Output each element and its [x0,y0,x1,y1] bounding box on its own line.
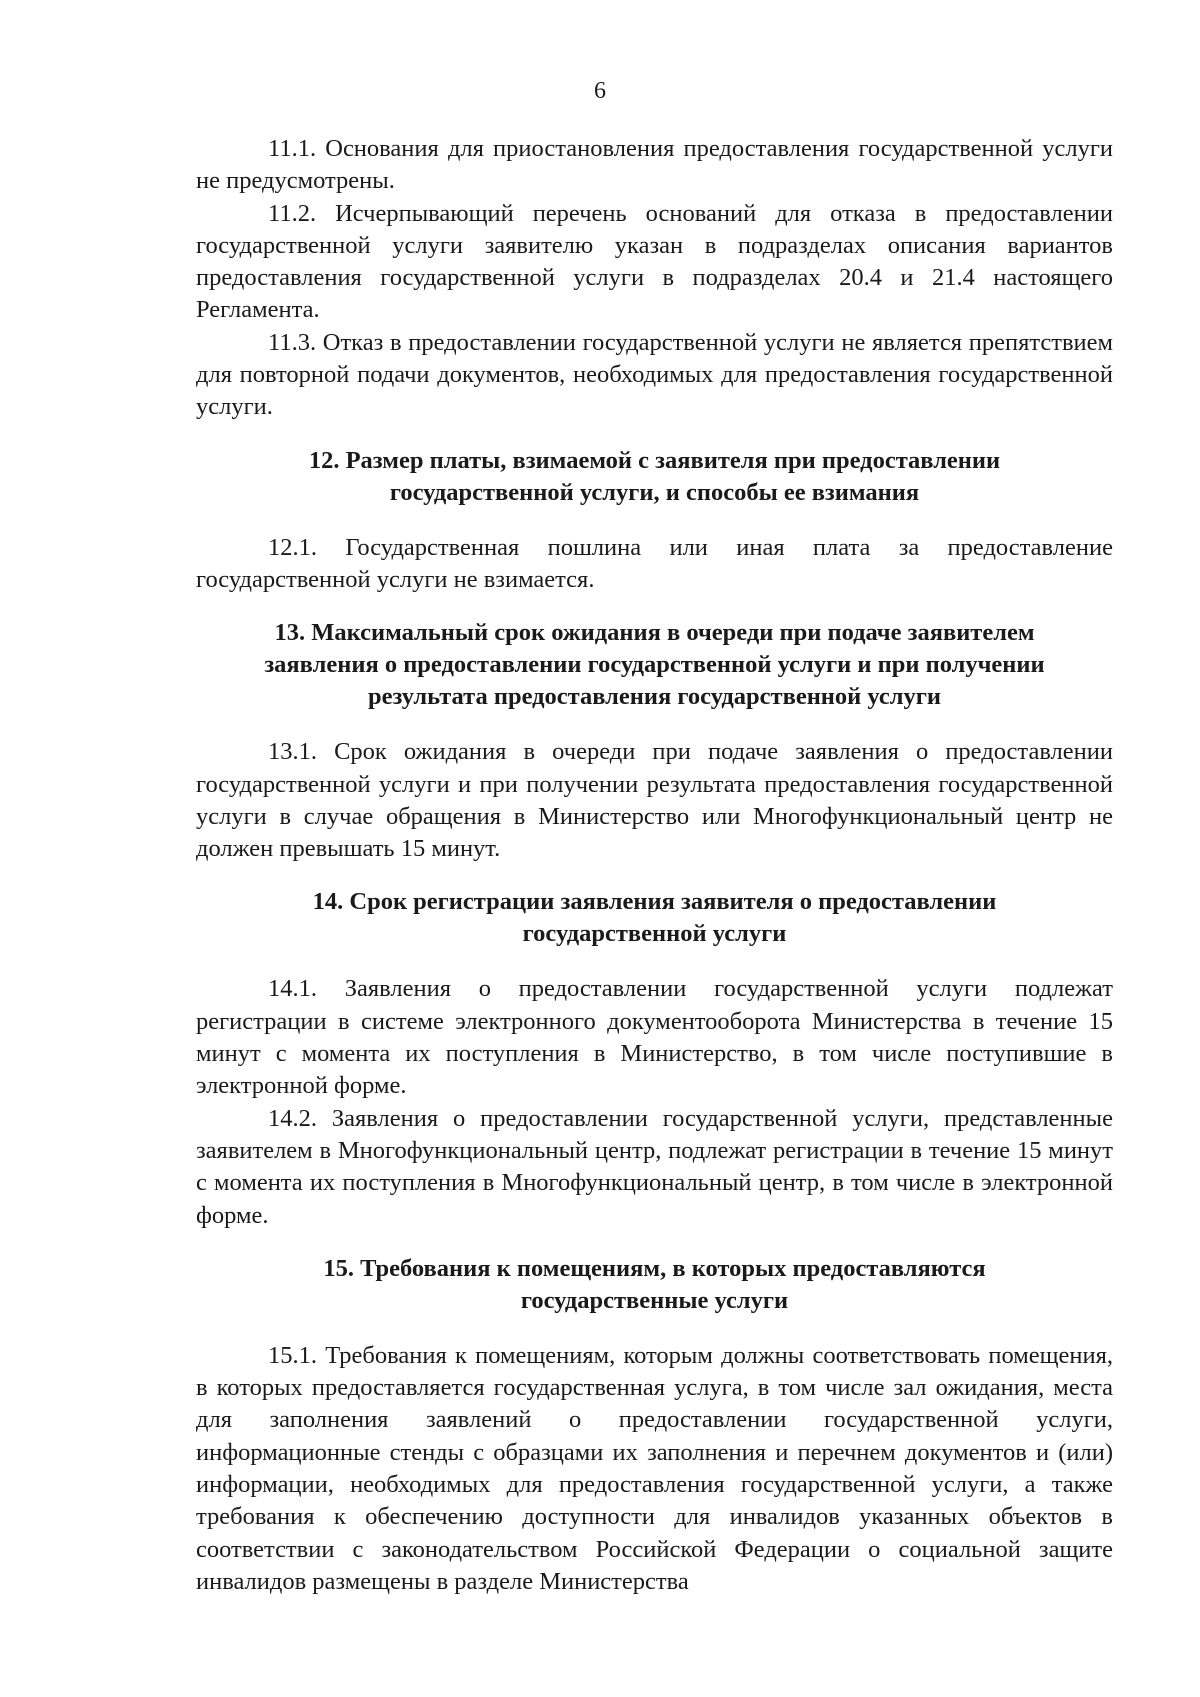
paragraph-11-3: 11.3. Отказ в предоставлении государственной услуги не является препятствием для повторной подачи документов, необходимых для предоставления государственной услуги. [196,328,1113,421]
paragraph-11-1: 11.1. Основания для приостановления предоставления государственной услуги не предусмотрены. [196,135,1113,195]
heading-line: результата предоставления государственной услуги [367,683,942,711]
paragraph-14-2: 14.2. Заявления о предоставлении государственной услуги, представленные заявителем в Многофункциональный центр, подлежат регистрации в течение 15 минут с момента их поступления в Многофункциональный центр, в том числе в электронной форме. [196,1104,1113,1229]
paragraph-15-1: 15.1. Требования к помещениям, которым должны соответствовать помещения, в которых предоставляется государственная услуга, в том числе зал ожидания, места для заполнения заявлений о предоставлении государственной услуги, информационные стенды с образцами их заполнения и перечнем документов и (или) информации, необходимых для предоставления государственной услуги, а также требования к обеспечению доступности для инвалидов указанных объектов в соответствии с законодательством Российской Федерации о социальной защите инвалидов размещены в разделе Министерства [196,1341,1113,1595]
paragraph-11-2: 11.2. Исчерпывающий перечень оснований для отказа в предоставлении государственной услуги заявителю указан в подразделах описания вариантов предоставления государственной услуги в подразделах 20.4 и 21.4 настоящего Регламента. [196,199,1113,324]
section-heading-15 [196,1253,1113,1317]
document-body [196,133,1113,1598]
section-heading-12 [196,445,1113,509]
paragraph-12-1: 12.1. Государственная пошлина или иная плата за предоставление государственной услуги не взимается. [196,533,1113,593]
paragraph-13-1: 13.1. Срок ожидания в очереди при подаче заявления о предоставлении государственной услуги и при получении результата предоставления государственной услуги в случае обращения в Министерство или Многофункциональный центр не должен превышать 15 минут. [196,738,1113,863]
heading-line: 14. Срок регистрации заявления заявителя о предоставлении [312,888,997,916]
heading-line: государственной услуги, и способы ее взимания [389,478,920,506]
heading-line: государственной услуги [522,920,787,948]
heading-line: 12. Размер платы, взимаемой с заявителя при предоставлении [308,446,1001,474]
heading-line: 13. Максимальный срок ожидания в очереди при подаче заявителем [274,619,1035,647]
heading-line: заявления о предоставлении государственной услуги и при получении [264,651,1045,679]
page-number: 6 [594,78,606,104]
section-heading-13 [196,617,1113,713]
heading-line: государственные услуги [520,1286,789,1314]
heading-line: 15. Требования к помещениям, в которых предоставляются [323,1254,986,1282]
paragraph-14-1: 14.1. Заявления о предоставлении государственной услуги подлежат регистрации в системе электронного документооборота Министерства в течение 15 минут с момента их поступления в Министерство, в том числе поступившие в электронной форме. [196,975,1113,1100]
section-heading-14 [196,886,1113,950]
